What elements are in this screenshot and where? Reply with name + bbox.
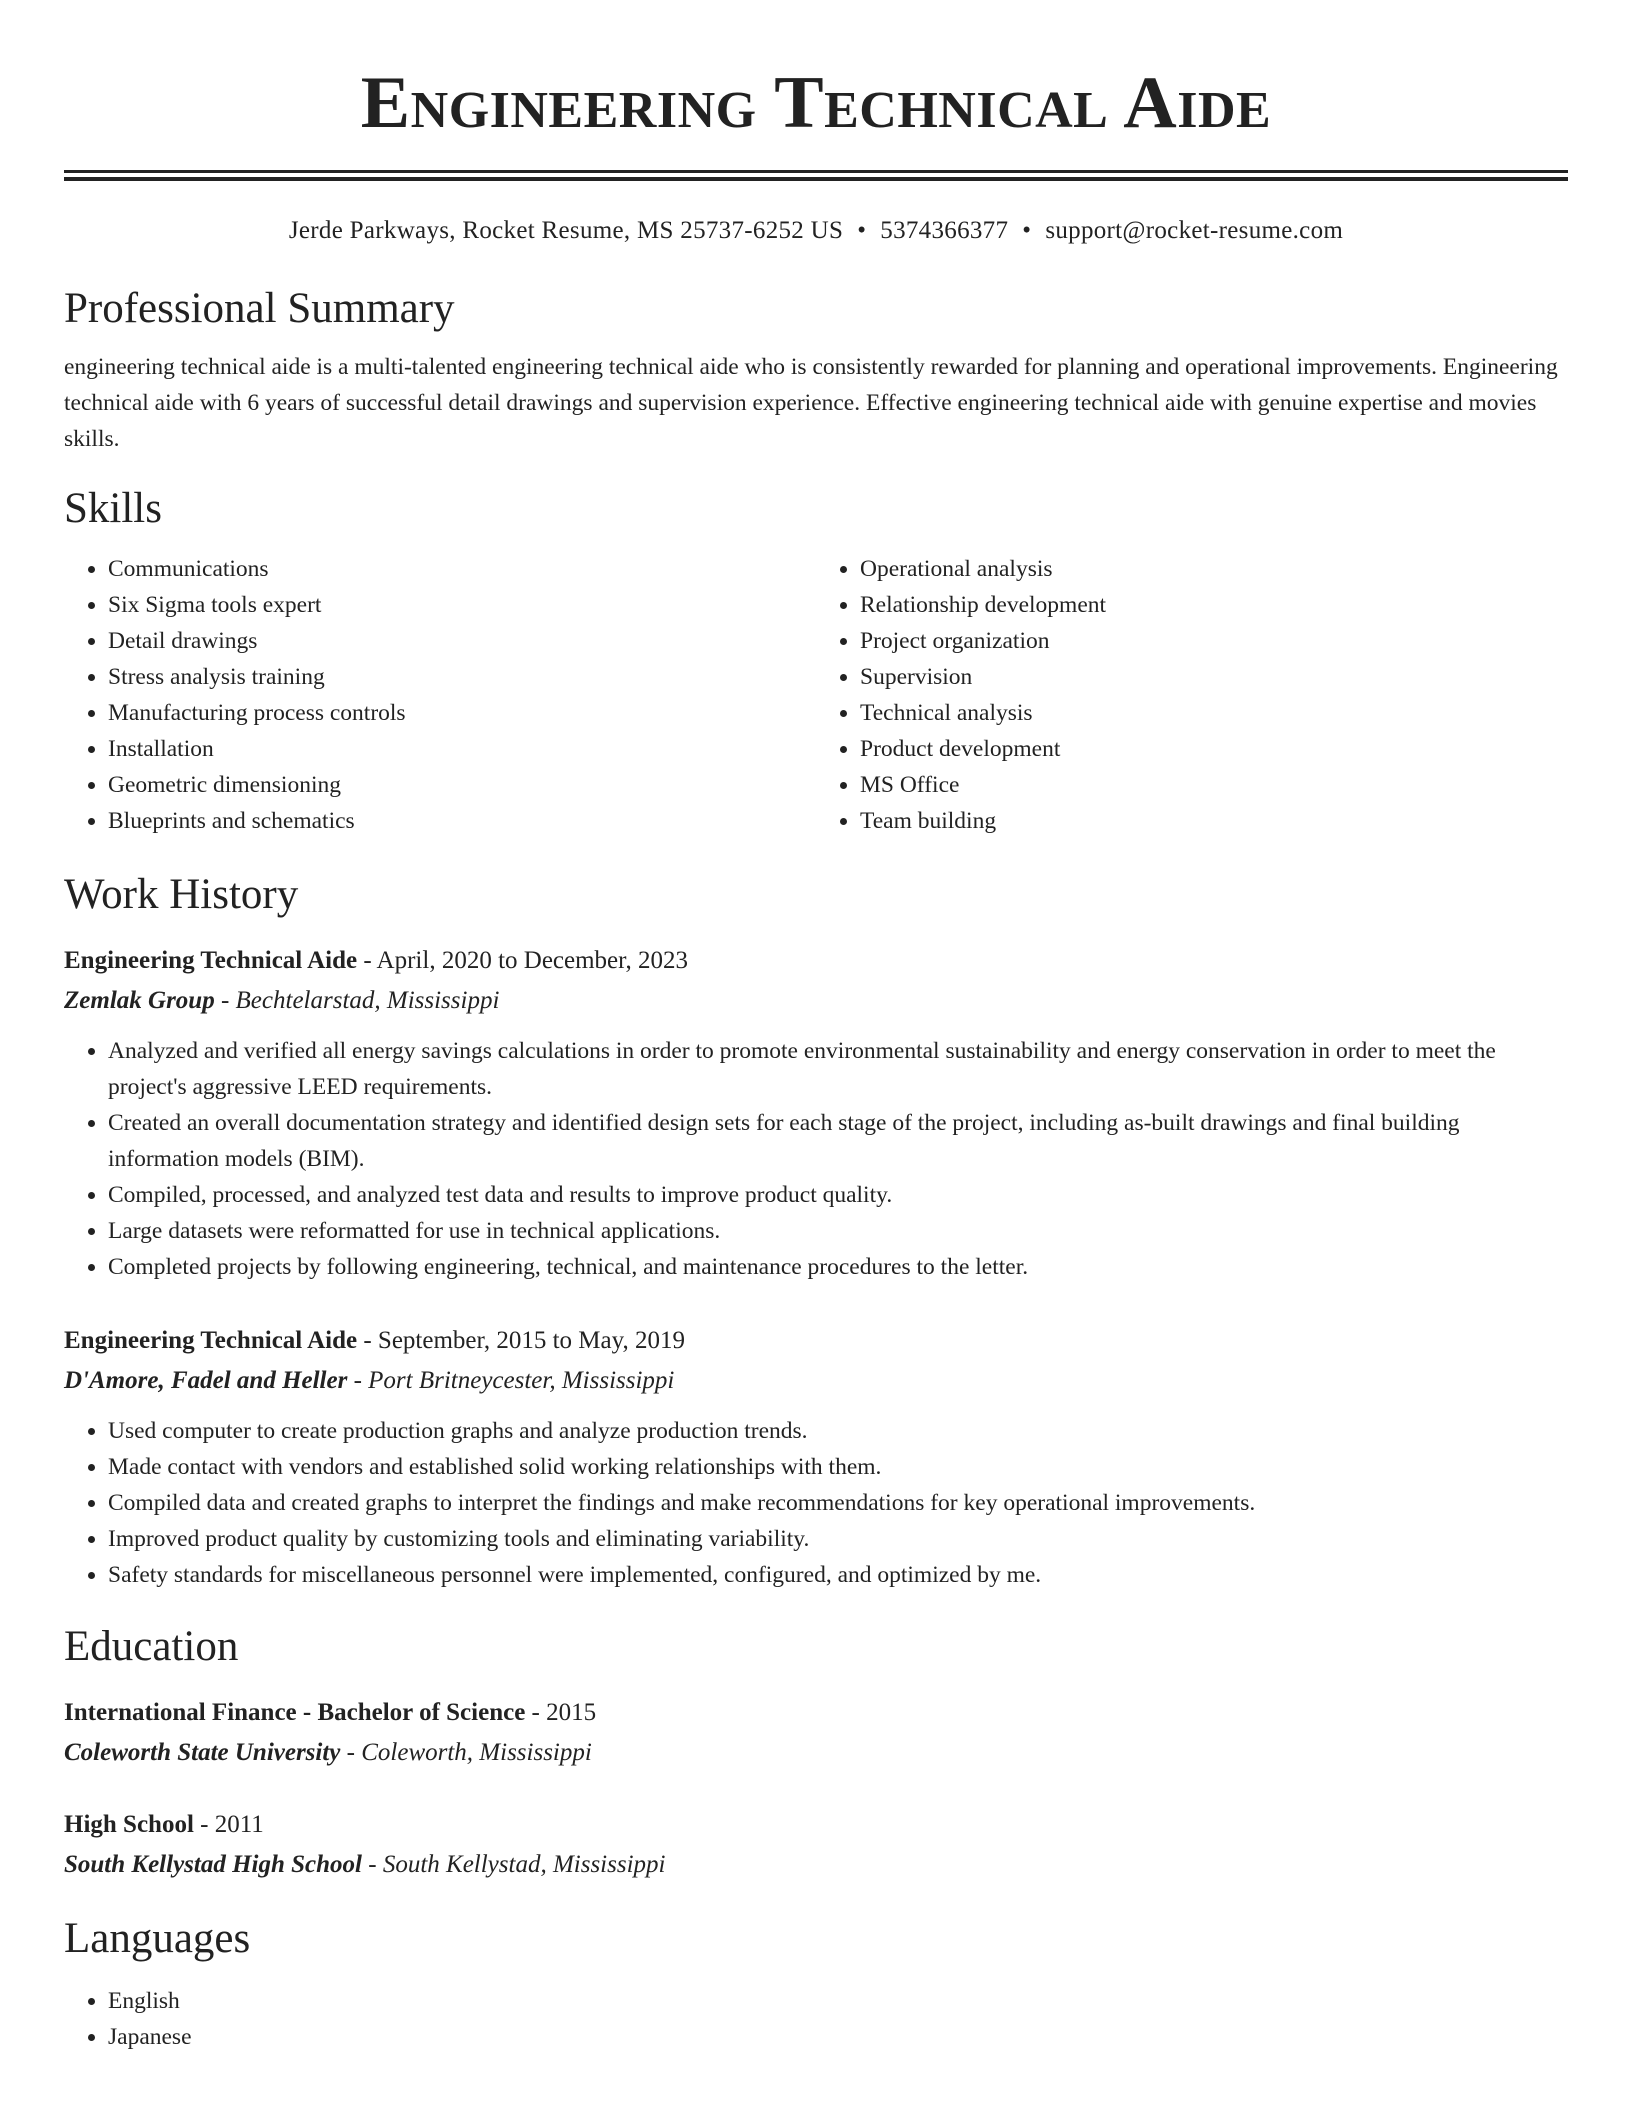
skills-right-column	[816, 551, 1568, 839]
education-section	[64, 1621, 1568, 1885]
job-location: - Bechtelarstad, Mississippi	[214, 987, 500, 1014]
skill-item: • Blueprints and schematics	[108, 803, 816, 839]
skill-item: • Relationship development	[860, 587, 1568, 623]
education-year: - 2011	[193, 1811, 264, 1838]
job-company-line	[64, 981, 1568, 1021]
skill-item: • Communications	[108, 551, 816, 587]
education-entry	[64, 1693, 1568, 1773]
education-location: - Coleworth, Mississippi	[340, 1739, 592, 1766]
education-location: - South Kellystad, Mississippi	[362, 1851, 666, 1878]
job-bullets	[64, 1413, 1568, 1593]
job-bullet: • Made contact with vendors and established solid working relationships with them.	[108, 1449, 1568, 1485]
skill-item: • Product development	[860, 731, 1568, 767]
skills-section	[64, 483, 1568, 839]
job-bullets	[64, 1033, 1568, 1285]
contact-phone: 5374366377	[880, 217, 1009, 244]
contact-email: support@rocket-resume.com	[1045, 217, 1344, 244]
job-bullet: • Used computer to create production graphs and analyze production trends.	[108, 1413, 1568, 1449]
job-company: Zemlak Group	[64, 987, 215, 1014]
job-entry	[64, 1321, 1568, 1593]
skills-heading: Skills	[64, 485, 162, 532]
job-title-line	[64, 941, 1568, 981]
skill-item: • Stress analysis training	[108, 659, 816, 695]
contact-address: Jerde Parkways, Rocket Resume, MS 25737-6252 US	[288, 217, 844, 244]
education-degree-line	[64, 1805, 1568, 1845]
skill-item: • Team building	[860, 803, 1568, 839]
education-degree: High School	[64, 1811, 194, 1838]
work-history-heading: Work History	[64, 871, 299, 918]
contact-line	[64, 215, 1568, 247]
job-bullet: • Large datasets were reformatted for use in technical applications.	[108, 1213, 1568, 1249]
job-company-line	[64, 1361, 1568, 1401]
languages-section	[64, 1913, 1568, 2055]
education-school-line	[64, 1845, 1568, 1885]
education-entry	[64, 1805, 1568, 1885]
language-item: • Japanese	[108, 2019, 1568, 2055]
skill-item: • Project organization	[860, 623, 1568, 659]
education-school-line	[64, 1733, 1568, 1773]
languages-heading: Languages	[64, 1915, 251, 1962]
job-bullet: • Analyzed and verified all energy savings calculations in order to promote environmental sustainability and energy conservation in order to meet the project's aggressive LEED requirements.	[108, 1033, 1568, 1105]
contact-separator: •	[857, 217, 867, 244]
education-school: Coleworth State University	[64, 1739, 341, 1766]
job-bullet: • Safety standards for miscellaneous personnel were implemented, configured, and optimized by me.	[108, 1557, 1568, 1593]
education-heading: Education	[64, 1623, 239, 1670]
skill-item: • Detail drawings	[108, 623, 816, 659]
job-dates: - April, 2020 to December, 2023	[357, 947, 688, 974]
job-title: Engineering Technical Aide	[64, 947, 358, 974]
work-history-section	[64, 869, 1568, 1593]
job-bullet: • Completed projects by following engineering, technical, and maintenance procedures to the letter.	[108, 1249, 1568, 1285]
skill-item: • Supervision	[860, 659, 1568, 695]
title-double-rule	[64, 170, 1568, 181]
skill-item: • Operational analysis	[860, 551, 1568, 587]
resume-title: Engineering Technical Aide	[360, 62, 1272, 144]
job-bullet: • Compiled data and created graphs to interpret the findings and make recommendations for key operational improvements.	[108, 1485, 1568, 1521]
skills-grid	[64, 551, 1568, 839]
skill-item: • Technical analysis	[860, 695, 1568, 731]
summary-section	[64, 283, 1568, 457]
languages-list	[64, 1983, 1568, 2055]
job-location: - Port Britneycester, Mississippi	[347, 1367, 675, 1394]
language-item: • English	[108, 1983, 1568, 2019]
skill-item: • Manufacturing process controls	[108, 695, 816, 731]
education-degree-line	[64, 1693, 1568, 1733]
job-title-line	[64, 1321, 1568, 1361]
skills-left-column	[64, 551, 816, 839]
skill-item: • Installation	[108, 731, 816, 767]
education-school: South Kellystad High School	[64, 1851, 362, 1878]
job-bullet: • Improved product quality by customizing tools and eliminating variability.	[108, 1521, 1568, 1557]
education-degree: International Finance - Bachelor of Science	[64, 1699, 526, 1726]
skill-item: • Six Sigma tools expert	[108, 587, 816, 623]
education-year: - 2015	[525, 1699, 597, 1726]
job-bullet: • Compiled, processed, and analyzed test data and results to improve product quality.	[108, 1177, 1568, 1213]
job-dates: - September, 2015 to May, 2019	[357, 1327, 685, 1354]
skill-item: • Geometric dimensioning	[108, 767, 816, 803]
summary-text: engineering technical aide is a multi-talented engineering technical aide who is consistently rewarded for planning and operational improvements. Engineering technical aide with 6 years of successful detail drawings and supervision experience. Effective engineering technical aide with genuine expertise and movies skills.	[64, 354, 1558, 452]
job-entry	[64, 941, 1568, 1285]
job-bullet: • Created an overall documentation strategy and identified design sets for each stage of the project, including as-built drawings and final building information models (BIM).	[108, 1105, 1568, 1177]
job-title: Engineering Technical Aide	[64, 1327, 358, 1354]
contact-separator: •	[1022, 217, 1032, 244]
summary-heading: Professional Summary	[64, 285, 455, 332]
job-company: D'Amore, Fadel and Heller	[64, 1367, 348, 1394]
skill-item: • MS Office	[860, 767, 1568, 803]
